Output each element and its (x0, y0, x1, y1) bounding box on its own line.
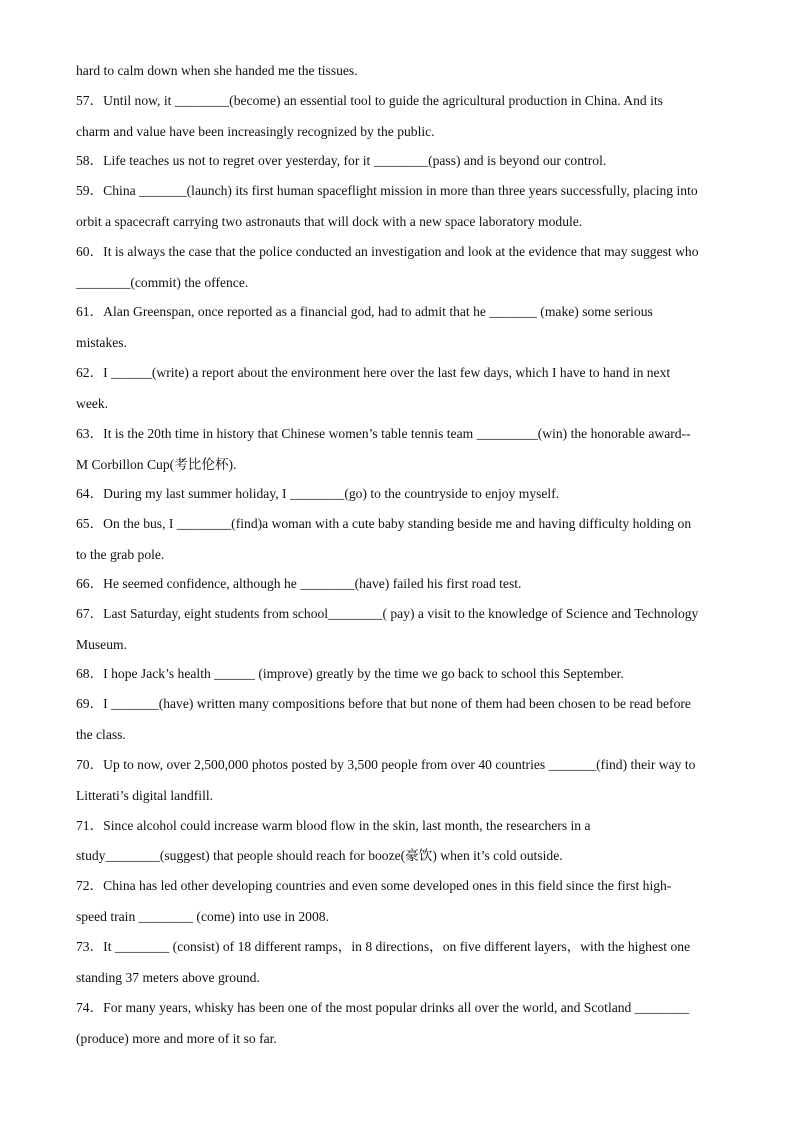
question-73: 73．It ________ (consist) of 18 different ramps，in 8 directions，on five different layers，with the highest one (76, 939, 691, 954)
text-line: charm and value have been increasingly recognized by the public. (76, 124, 435, 139)
question-71: 71．Since alcohol could increase warm blood flow in the skin, last month, the researchers in a (76, 818, 591, 833)
question-72: 72．China has led other developing countries and even some developed ones in this field since the first high- (76, 878, 672, 893)
question-58: 58．Life teaches us not to regret over yesterday, for it ________(pass) and is beyond our control. (76, 153, 607, 168)
question-74: 74．For many years, whisky has been one of the most popular drinks all over the world, and Scotland ________ (76, 1000, 690, 1015)
text-line: (produce) more and more of it so far. (76, 1031, 277, 1046)
text-line: mistakes. (76, 335, 127, 350)
question-68: 68．I hope Jack’s health ______ (improve) greatly by the time we go back to school this September. (76, 666, 624, 681)
question-62: 62．I ______(write) a report about the environment here over the last few days, which I have to hand in next (76, 365, 671, 380)
text-line: orbit a spacecraft carrying two astronauts that will dock with a new space laboratory module. (76, 214, 583, 229)
question-60: 60．It is always the case that the police conducted an investigation and look at the evidence that may suggest who (76, 244, 699, 259)
question-61: 61．Alan Greenspan, once reported as a financial god, had to admit that he _______ (make) some serious (76, 304, 653, 319)
question-57: 57．Until now, it ________(become) an essential tool to guide the agricultural production in China. And its (76, 93, 663, 108)
question-64: 64．During my last summer holiday, I ________(go) to the countryside to enjoy myself. (76, 486, 560, 501)
question-67: 67．Last Saturday, eight students from school________( pay) a visit to the knowledge of Science and Technology (76, 606, 699, 621)
text-line: speed train ________ (come) into use in 2008. (76, 909, 329, 924)
text-line: study________(suggest) that people should reach for booze(豪饮) when it’s cold outside. (76, 848, 563, 863)
text-line: hard to calm down when she handed me the tissues. (76, 63, 358, 78)
question-59: 59．China _______(launch) its first human spaceflight mission in more than three years successfully, placing into (76, 183, 698, 198)
question-63: 63．It is the 20th time in history that Chinese women’s table tennis team _________(win) the honorable award-- (76, 426, 691, 441)
text-line: standing 37 meters above ground. (76, 970, 260, 985)
text-line: the class. (76, 727, 126, 742)
question-65: 65．On the bus, I ________(find)a woman with a cute baby standing beside me and having difficulty holding on (76, 516, 692, 531)
text-line: M Corbillon Cup(考比伦杯). (76, 457, 237, 472)
text-line: week. (76, 396, 109, 411)
text-line: Museum. (76, 637, 127, 652)
question-70: 70．Up to now, over 2,500,000 photos posted by 3,500 people from over 40 countries _______(find) their way to (76, 757, 696, 772)
question-66: 66．He seemed confidence, although he ________(have) failed his first road test. (76, 576, 522, 591)
text-line: to the grab pole. (76, 547, 165, 562)
text-line: ________(commit) the offence. (76, 275, 249, 290)
text-line: Litterati’s digital landfill. (76, 788, 214, 803)
question-69: 69．I _______(have) written many compositions before that but none of them had been chosen to be read before (76, 696, 691, 711)
